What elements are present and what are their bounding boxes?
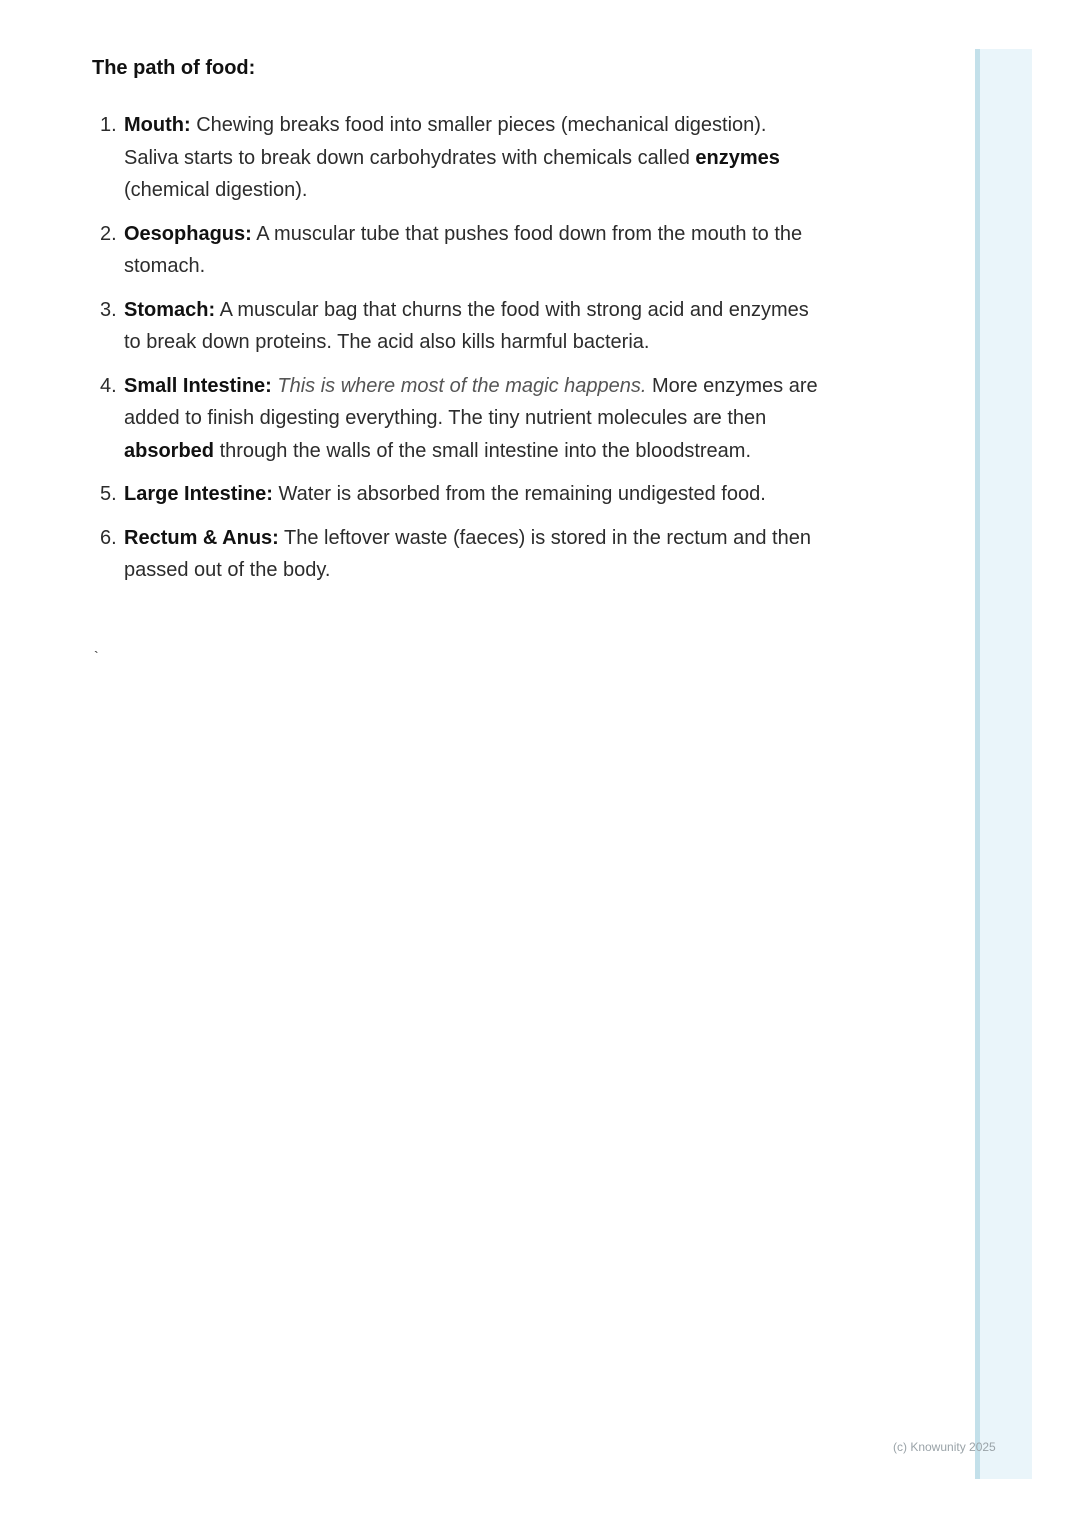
step-text: Chewing breaks food into smaller pieces (mechanical digestion). Saliva starts to break down carbohydrates with chemicals called [124, 114, 767, 169]
step-text: A muscular bag that churns the food with strong acid and enzymes to break down proteins. The acid also kills harmful bacteria. [124, 298, 809, 353]
step-number: 2. [100, 222, 117, 245]
step-text: (chemical digestion). [124, 179, 308, 201]
step-number: 4. [100, 374, 117, 397]
side-margin-panel [975, 49, 1032, 1479]
list-item [100, 218, 824, 283]
list-item [100, 370, 824, 468]
step-title: Rectum & Anus: [124, 526, 279, 549]
step-text: The leftover waste (faeces) is stored in the rectum and then passed out of the body. [124, 526, 811, 581]
list-item [100, 478, 824, 511]
step-text: through the walls of the small intestine into the bloodstream. [214, 439, 751, 462]
stray-mark: ` [94, 648, 99, 664]
step-text: More enzymes are added to finish digesting everything. The tiny nutrient molecules are then [124, 374, 818, 429]
step-text: Water is absorbed from the remaining undigested food. [272, 483, 766, 505]
step-title: Stomach: [124, 298, 216, 321]
step-text: A muscular tube that pushes food down from the mouth to the stomach. [124, 222, 803, 277]
list-item [100, 109, 824, 207]
step-number: 3. [100, 298, 117, 321]
step-number: 1. [100, 114, 117, 136]
digestion-steps-list [100, 109, 824, 598]
step-title: Large Intestine: [124, 483, 273, 505]
copyright-text: (c) Knowunity 2025 [893, 1440, 996, 1454]
step-title: Oesophagus: [124, 222, 252, 245]
step-title: Mouth: [124, 114, 191, 136]
list-item [100, 294, 824, 359]
step-title: Small Intestine: [124, 374, 272, 397]
step-emphasis: This is where most of the magic happens. [271, 374, 647, 397]
section-heading: The path of food: [92, 57, 256, 79]
side-margin-line [975, 49, 980, 1479]
step-number: 5. [100, 483, 117, 505]
step-number: 6. [100, 526, 117, 549]
step-keyword: absorbed [124, 439, 215, 462]
step-keyword: enzymes [695, 146, 780, 169]
list-item [100, 522, 824, 587]
